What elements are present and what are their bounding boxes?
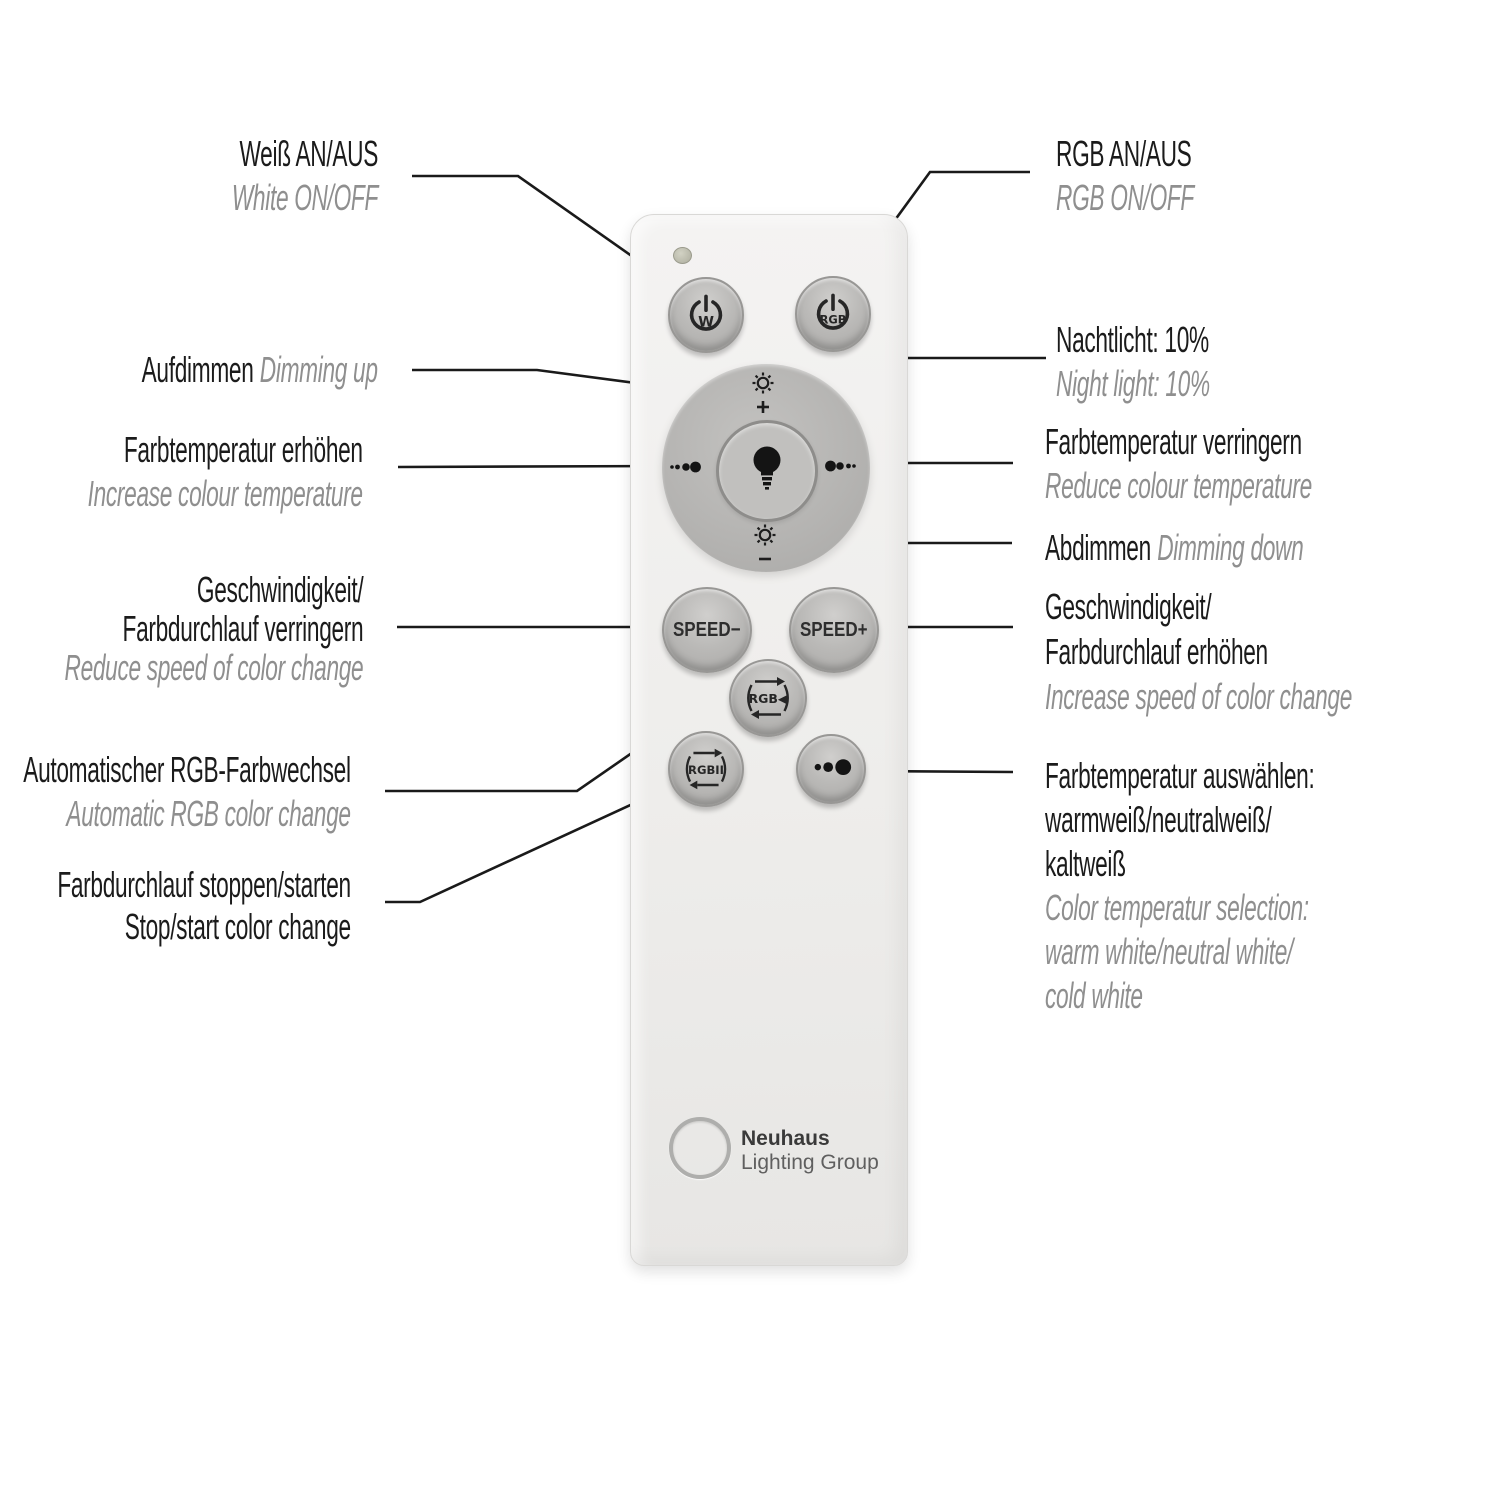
leader-white-on-off <box>412 176 663 278</box>
rgb-cycle-icon <box>738 668 798 728</box>
color-temp-select-button[interactable] <box>796 734 866 804</box>
bulb-icon <box>749 445 785 497</box>
label-en: Color temperatur selection: <box>1045 887 1309 928</box>
status-led <box>673 247 692 264</box>
label-en: Night light: 10% <box>1056 363 1210 404</box>
label-colour-temp-reduce <box>1045 420 1312 508</box>
label-en: Increase speed of color change <box>1045 676 1353 717</box>
dim-up-button[interactable] <box>748 371 778 419</box>
label-de: Farbdurchlauf erhöhen <box>1045 631 1268 672</box>
label-de: Farbtemperatur auswählen: <box>1045 755 1315 796</box>
remote-body <box>630 214 908 1266</box>
label-en: Reduce colour temperature <box>1045 465 1312 506</box>
label-en: Increase colour temperature <box>87 473 363 514</box>
label-en: warm white/neutral white/ <box>1045 931 1294 972</box>
speed-plus-button[interactable] <box>789 587 879 673</box>
label-rgb-on-off <box>1056 132 1194 220</box>
power-icon <box>682 291 730 339</box>
label-de: Farbtemperatur verringern <box>1045 421 1302 462</box>
rgb-pause-cycle-icon <box>677 740 735 798</box>
label-de: Automatischer RGB-Farbwechsel <box>23 749 351 790</box>
label-de: Stop/start color change <box>125 906 351 947</box>
brand-subtitle: Lighting Group <box>741 1151 879 1174</box>
label-stop-start <box>58 864 351 948</box>
power-white-label: W <box>698 314 714 331</box>
label-de: Farbtemperatur erhöhen <box>124 429 363 470</box>
color-temp-decrease-dots[interactable] <box>825 459 859 473</box>
label-de: Geschwindigkeit/ <box>196 569 363 610</box>
label-night-light <box>1056 318 1210 406</box>
color-temp-increase-dots[interactable] <box>667 460 701 474</box>
label-de: Nachtlicht: 10% <box>1056 319 1209 360</box>
brand-logo-ring <box>669 1117 731 1179</box>
label-dimming-down <box>1045 526 1303 570</box>
rgb-stop-label: RGBII <box>688 762 724 777</box>
label-en: Dimming up <box>260 349 378 390</box>
night-light-button[interactable] <box>716 420 818 522</box>
label-de: Weiß AN/AUS <box>239 133 378 174</box>
label-en: Reduce speed of color change <box>64 647 363 688</box>
label-colour-temp-increase <box>88 428 363 516</box>
power-icon <box>809 290 857 338</box>
label-en: Dimming down <box>1157 527 1304 568</box>
label-speed-increase <box>1045 584 1352 719</box>
label-en: Automatic RGB color change <box>66 793 351 834</box>
sun-icon <box>755 525 776 546</box>
label-speed-reduce <box>64 570 363 687</box>
speed-minus-label: SPEED− <box>673 618 741 641</box>
label-de: Farbdurchlauf verringern <box>122 608 364 649</box>
rgb-auto-button[interactable] <box>729 659 807 737</box>
label-de: Abdimmen <box>1045 527 1151 568</box>
label-colour-temp-select <box>1045 754 1314 1018</box>
rgb-auto-label: RGB◀ <box>748 691 788 706</box>
label-rgb-auto <box>24 748 351 836</box>
power-rgb-label: RGB <box>819 312 847 327</box>
plus-icon <box>757 401 769 413</box>
leader-colour-temp-increase <box>398 466 667 467</box>
three-dots-icon <box>800 738 862 800</box>
leader-stop-start <box>385 790 663 902</box>
brand-name: Neuhaus <box>741 1127 830 1150</box>
label-de: RGB AN/AUS <box>1056 133 1192 174</box>
label-dimming-up <box>142 348 378 392</box>
dots-icon <box>670 462 701 473</box>
label-de: Farbdurchlauf stoppen/starten <box>57 864 351 905</box>
speed-minus-button[interactable] <box>662 587 752 673</box>
label-de: Aufdimmen <box>141 349 254 390</box>
dim-down-button[interactable] <box>750 523 780 571</box>
label-en: White ON/OFF <box>231 177 378 218</box>
label-de: kaltweiß <box>1045 843 1126 884</box>
speed-plus-label: SPEED+ <box>800 618 868 641</box>
rgb-stop-start-button[interactable] <box>668 731 744 807</box>
label-en: cold white <box>1045 975 1143 1016</box>
brand-logo-text <box>741 1127 879 1175</box>
label-en: RGB ON/OFF <box>1056 177 1194 218</box>
sun-icon <box>753 373 774 394</box>
power-white-button[interactable] <box>668 277 744 353</box>
dots-icon <box>825 461 856 472</box>
label-de: Geschwindigkeit/ <box>1045 586 1212 627</box>
label-de: warmweiß/neutralweiß/ <box>1045 799 1272 840</box>
label-white-on-off <box>232 132 378 220</box>
power-rgb-button[interactable] <box>795 276 871 352</box>
